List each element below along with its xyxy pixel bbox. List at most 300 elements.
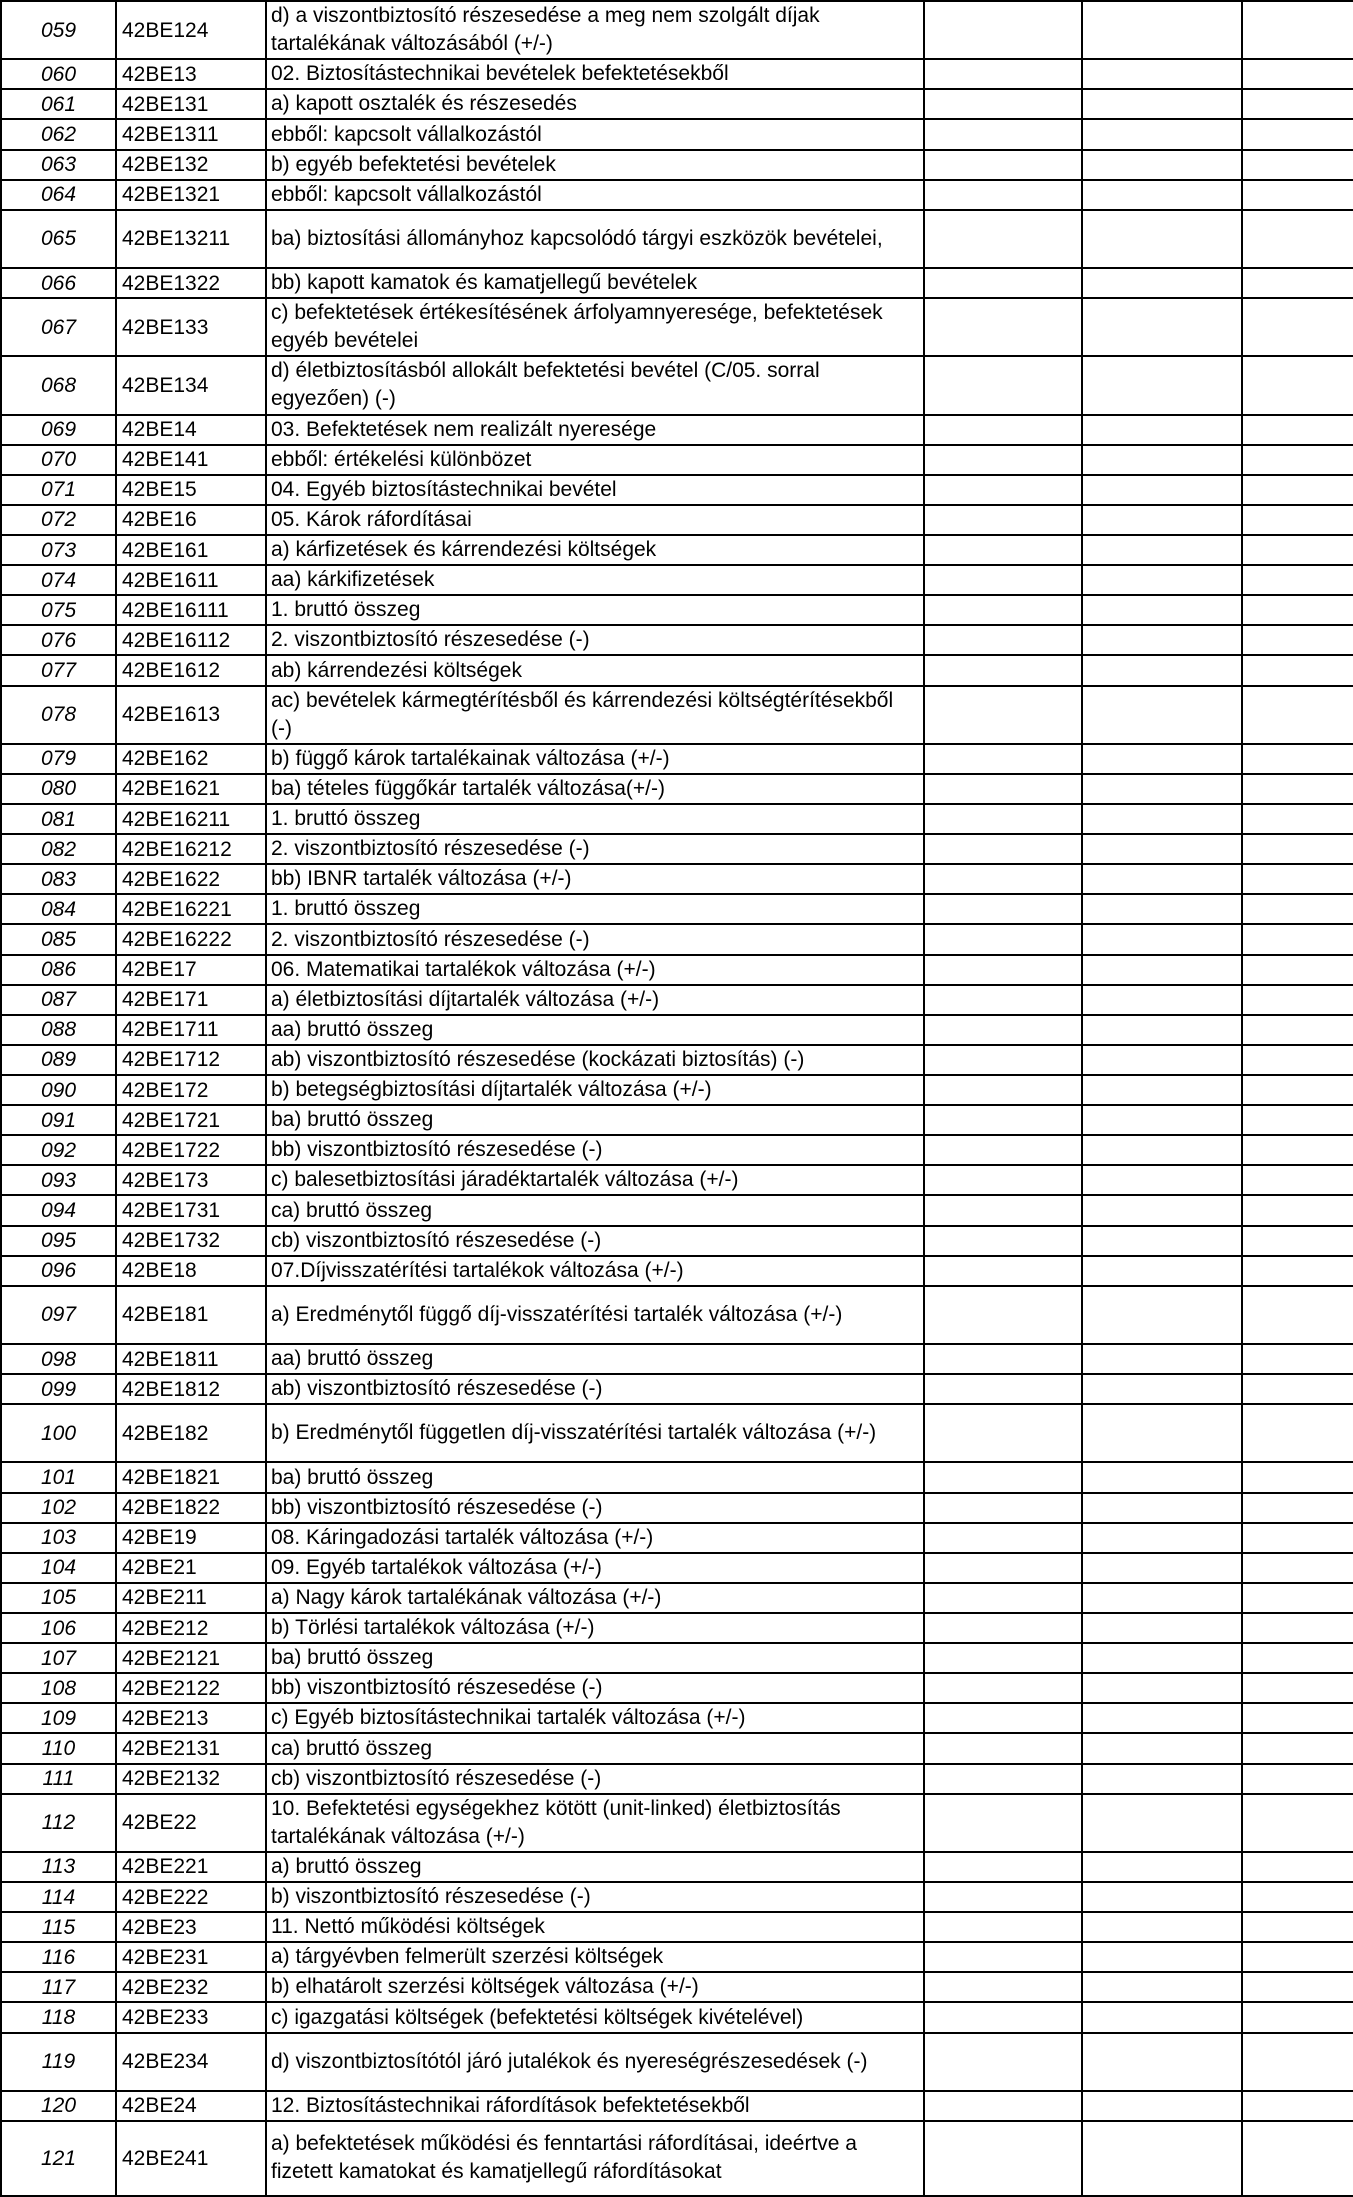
value-cell-2[interactable] [1082,535,1242,565]
value-cell-2[interactable] [1082,2121,1242,2196]
row-code-cell: 42BE2132 [116,1764,266,1794]
value-cell-1[interactable] [924,804,1082,834]
value-cell-1[interactable] [924,595,1082,625]
value-cell-3[interactable] [1242,1135,1353,1165]
row-description-cell: a) befektetések működési és fenntartási ráfordításai, ideértve a fizetett kamatokat és kamatjellegű ráfordításokat [266,2121,924,2196]
row-code-cell: 42BE1612 [116,655,266,685]
table-row [1,59,1353,89]
value-cell-3[interactable] [1242,1912,1353,1942]
row-number-cell: 084 [1,894,116,924]
row-description-cell: 1. bruttó összeg [266,894,924,924]
row-code-cell: 42BE182 [116,1404,266,1462]
row-code-cell: 42BE13211 [116,210,266,268]
row-code-cell: 42BE1812 [116,1374,266,1404]
value-cell-2[interactable] [1082,744,1242,774]
row-number-cell: 103 [1,1523,116,1553]
value-cell-3[interactable] [1242,1673,1353,1703]
row-code-cell: 42BE19 [116,1523,266,1553]
value-cell-3[interactable] [1242,2002,1353,2032]
row-code-cell: 42BE232 [116,1972,266,2002]
value-cell-3[interactable] [1242,1764,1353,1794]
value-cell-3[interactable] [1242,1972,1353,2002]
value-cell-2[interactable] [1082,834,1242,864]
row-number-cell: 092 [1,1135,116,1165]
value-cell-2[interactable] [1082,2033,1242,2091]
value-cell-1[interactable] [924,1135,1082,1165]
value-cell-1[interactable] [924,356,1082,414]
value-cell-1[interactable] [924,1015,1082,1045]
value-cell-1[interactable] [924,655,1082,685]
value-cell-3[interactable] [1242,210,1353,268]
value-cell-3[interactable] [1242,475,1353,505]
value-cell-2[interactable] [1082,475,1242,505]
row-number-cell: 086 [1,955,116,985]
value-cell-3[interactable] [1242,180,1353,210]
row-code-cell: 42BE173 [116,1165,266,1195]
value-cell-1[interactable] [924,1912,1082,1942]
value-cell-3[interactable] [1242,774,1353,804]
value-cell-2[interactable] [1082,864,1242,894]
table-row [1,625,1353,655]
value-cell-2[interactable] [1082,1673,1242,1703]
value-cell-1[interactable] [924,119,1082,149]
row-number-cell: 072 [1,505,116,535]
value-cell-3[interactable] [1242,1105,1353,1135]
value-cell-3[interactable] [1242,1,1353,59]
value-cell-3[interactable] [1242,2033,1353,2091]
row-number-cell: 090 [1,1075,116,1105]
value-cell-2[interactable] [1082,1374,1242,1404]
value-cell-1[interactable] [924,1045,1082,1075]
row-code-cell: 42BE24 [116,2091,266,2121]
value-cell-1[interactable] [924,1733,1082,1763]
row-code-cell: 42BE141 [116,445,266,475]
value-cell-1[interactable] [924,298,1082,356]
value-cell-3[interactable] [1242,864,1353,894]
value-cell-1[interactable] [924,686,1082,744]
value-cell-1[interactable] [924,955,1082,985]
value-cell-2[interactable] [1082,625,1242,655]
value-cell-1[interactable] [924,565,1082,595]
value-cell-2[interactable] [1082,268,1242,298]
value-cell-1[interactable] [924,1075,1082,1105]
row-number-cell: 105 [1,1583,116,1613]
value-cell-3[interactable] [1242,1613,1353,1643]
value-cell-1[interactable] [924,59,1082,89]
value-cell-3[interactable] [1242,150,1353,180]
value-cell-2[interactable] [1082,1613,1242,1643]
value-cell-1[interactable] [924,1852,1082,1882]
value-cell-2[interactable] [1082,210,1242,268]
value-cell-2[interactable] [1082,1733,1242,1763]
value-cell-1[interactable] [924,1673,1082,1703]
value-cell-3[interactable] [1242,1226,1353,1256]
value-cell-1[interactable] [924,924,1082,954]
value-cell-1[interactable] [924,1942,1082,1972]
value-cell-2[interactable] [1082,1852,1242,1882]
row-code-cell: 42BE221 [116,1852,266,1882]
row-number-cell: 080 [1,774,116,804]
row-number-cell: 116 [1,1942,116,1972]
value-cell-3[interactable] [1242,1015,1353,1045]
value-cell-1[interactable] [924,2033,1082,2091]
value-cell-1[interactable] [924,415,1082,445]
table-row [1,210,1353,268]
value-cell-2[interactable] [1082,89,1242,119]
row-code-cell: 42BE234 [116,2033,266,2091]
row-description-cell: 1. bruttó összeg [266,595,924,625]
value-cell-1[interactable] [924,1195,1082,1225]
value-cell-3[interactable] [1242,1942,1353,1972]
value-cell-3[interactable] [1242,1852,1353,1882]
value-cell-1[interactable] [924,985,1082,1015]
row-description-cell: 12. Biztosítástechnikai ráfordítások befektetésekből [266,2091,924,2121]
table-row [1,1643,1353,1673]
table-row [1,535,1353,565]
table-row [1,1673,1353,1703]
value-cell-3[interactable] [1242,268,1353,298]
table-row [1,1942,1353,1972]
value-cell-3[interactable] [1242,985,1353,1015]
table-row [1,2121,1353,2196]
value-cell-3[interactable] [1242,1404,1353,1462]
table-row [1,89,1353,119]
value-cell-2[interactable] [1082,686,1242,744]
table-row [1,985,1353,1015]
value-cell-1[interactable] [924,1523,1082,1553]
value-cell-2[interactable] [1082,1462,1242,1492]
value-cell-2[interactable] [1082,415,1242,445]
row-description-cell: 04. Egyéb biztosítástechnikai bevétel [266,475,924,505]
table-row [1,1733,1353,1763]
row-description-cell: 07.Díjvisszatérítési tartalékok változása (+/-) [266,1256,924,1286]
value-cell-2[interactable] [1082,150,1242,180]
value-cell-2[interactable] [1082,1583,1242,1613]
value-cell-1[interactable] [924,1,1082,59]
value-cell-3[interactable] [1242,356,1353,414]
row-description-cell: 2. viszontbiztosító részesedése (-) [266,924,924,954]
value-cell-3[interactable] [1242,1374,1353,1404]
row-number-cell: 099 [1,1374,116,1404]
row-description-cell: bb) IBNR tartalék változása (+/-) [266,864,924,894]
row-description-cell: 09. Egyéb tartalékok változása (+/-) [266,1553,924,1583]
table-row [1,2002,1353,2032]
row-code-cell: 42BE1622 [116,864,266,894]
value-cell-3[interactable] [1242,1286,1353,1344]
value-cell-2[interactable] [1082,1256,1242,1286]
value-cell-3[interactable] [1242,565,1353,595]
value-cell-2[interactable] [1082,1344,1242,1374]
value-cell-1[interactable] [924,1462,1082,1492]
row-number-cell: 063 [1,150,116,180]
value-cell-2[interactable] [1082,2002,1242,2032]
row-number-cell: 091 [1,1105,116,1135]
value-cell-1[interactable] [924,1794,1082,1852]
table-row [1,655,1353,685]
table-row [1,1374,1353,1404]
row-code-cell: 42BE222 [116,1882,266,1912]
value-cell-2[interactable] [1082,1764,1242,1794]
value-cell-1[interactable] [924,1703,1082,1733]
value-cell-3[interactable] [1242,1643,1353,1673]
value-cell-3[interactable] [1242,415,1353,445]
row-code-cell: 42BE231 [116,1942,266,1972]
value-cell-2[interactable] [1082,774,1242,804]
value-cell-1[interactable] [924,1256,1082,1286]
row-code-cell: 42BE213 [116,1703,266,1733]
value-cell-2[interactable] [1082,1165,1242,1195]
value-cell-1[interactable] [924,1404,1082,1462]
value-cell-3[interactable] [1242,595,1353,625]
value-cell-3[interactable] [1242,59,1353,89]
value-cell-3[interactable] [1242,834,1353,864]
value-cell-1[interactable] [924,1226,1082,1256]
value-cell-2[interactable] [1082,445,1242,475]
row-code-cell: 42BE16112 [116,625,266,655]
table-row [1,119,1353,149]
value-cell-2[interactable] [1082,1226,1242,1256]
value-cell-2[interactable] [1082,1135,1242,1165]
row-number-cell: 087 [1,985,116,1015]
row-description-cell: a) Eredménytől függő díj-visszatérítési tartalék változása (+/-) [266,1286,924,1344]
row-number-cell: 102 [1,1493,116,1523]
row-number-cell: 093 [1,1165,116,1195]
table-row [1,1794,1353,1852]
value-cell-2[interactable] [1082,1493,1242,1523]
table-row [1,1256,1353,1286]
value-cell-2[interactable] [1082,505,1242,535]
value-cell-2[interactable] [1082,1643,1242,1673]
row-number-cell: 088 [1,1015,116,1045]
value-cell-1[interactable] [924,1493,1082,1523]
value-cell-2[interactable] [1082,1286,1242,1344]
value-cell-2[interactable] [1082,1105,1242,1135]
value-cell-3[interactable] [1242,894,1353,924]
row-code-cell: 42BE16211 [116,804,266,834]
row-code-cell: 42BE1732 [116,1226,266,1256]
row-description-cell: ab) viszontbiztosító részesedése (-) [266,1374,924,1404]
value-cell-3[interactable] [1242,1344,1353,1374]
value-cell-1[interactable] [924,894,1082,924]
value-cell-3[interactable] [1242,924,1353,954]
value-cell-3[interactable] [1242,625,1353,655]
value-cell-2[interactable] [1082,955,1242,985]
value-cell-1[interactable] [924,505,1082,535]
value-cell-3[interactable] [1242,1703,1353,1733]
value-cell-3[interactable] [1242,1882,1353,1912]
value-cell-1[interactable] [924,834,1082,864]
row-description-cell: a) bruttó összeg [266,1852,924,1882]
row-code-cell: 42BE1721 [116,1105,266,1135]
value-cell-3[interactable] [1242,804,1353,834]
value-cell-1[interactable] [924,774,1082,804]
value-cell-2[interactable] [1082,655,1242,685]
value-cell-1[interactable] [924,1286,1082,1344]
value-cell-3[interactable] [1242,2091,1353,2121]
row-number-cell: 111 [1,1764,116,1794]
row-number-cell: 109 [1,1703,116,1733]
value-cell-3[interactable] [1242,686,1353,744]
table-row [1,1493,1353,1523]
value-cell-1[interactable] [924,150,1082,180]
table-row [1,955,1353,985]
row-description-cell: 11. Nettó működési költségek [266,1912,924,1942]
row-number-cell: 098 [1,1344,116,1374]
value-cell-2[interactable] [1082,1942,1242,1972]
value-cell-1[interactable] [924,625,1082,655]
table-row [1,1912,1353,1942]
row-code-cell: 42BE132 [116,150,266,180]
row-code-cell: 42BE2131 [116,1733,266,1763]
value-cell-2[interactable] [1082,1794,1242,1852]
value-cell-1[interactable] [924,1643,1082,1673]
row-number-cell: 078 [1,686,116,744]
value-cell-1[interactable] [924,180,1082,210]
value-cell-2[interactable] [1082,894,1242,924]
value-cell-3[interactable] [1242,1256,1353,1286]
value-cell-3[interactable] [1242,1165,1353,1195]
value-cell-2[interactable] [1082,565,1242,595]
value-cell-3[interactable] [1242,1075,1353,1105]
value-cell-3[interactable] [1242,955,1353,985]
row-number-cell: 061 [1,89,116,119]
value-cell-2[interactable] [1082,1015,1242,1045]
row-description-cell: aa) bruttó összeg [266,1344,924,1374]
row-code-cell: 42BE18 [116,1256,266,1286]
value-cell-2[interactable] [1082,1553,1242,1583]
row-description-cell: c) Egyéb biztosítástechnikai tartalék változása (+/-) [266,1703,924,1733]
value-cell-2[interactable] [1082,356,1242,414]
row-description-cell: ebből: kapcsolt vállalkozástól [266,119,924,149]
table-row [1,1583,1353,1613]
value-cell-2[interactable] [1082,924,1242,954]
row-description-cell: a) kárfizetések és kárrendezési költségek [266,535,924,565]
value-cell-1[interactable] [924,535,1082,565]
value-cell-1[interactable] [924,2121,1082,2196]
value-cell-3[interactable] [1242,1493,1353,1523]
value-cell-3[interactable] [1242,1583,1353,1613]
value-cell-2[interactable] [1082,1,1242,59]
value-cell-1[interactable] [924,445,1082,475]
row-number-cell: 067 [1,298,116,356]
value-cell-3[interactable] [1242,298,1353,356]
row-description-cell: bb) viszontbiztosító részesedése (-) [266,1135,924,1165]
value-cell-2[interactable] [1082,1882,1242,1912]
value-cell-3[interactable] [1242,655,1353,685]
value-cell-2[interactable] [1082,1075,1242,1105]
row-number-cell: 094 [1,1195,116,1225]
value-cell-2[interactable] [1082,59,1242,89]
table-row [1,505,1353,535]
value-cell-1[interactable] [924,1764,1082,1794]
row-number-cell: 120 [1,2091,116,2121]
row-code-cell: 42BE1621 [116,774,266,804]
row-code-cell: 42BE13 [116,59,266,89]
value-cell-3[interactable] [1242,1195,1353,1225]
value-cell-1[interactable] [924,1882,1082,1912]
value-cell-1[interactable] [924,1344,1082,1374]
value-cell-1[interactable] [924,1583,1082,1613]
row-number-cell: 114 [1,1882,116,1912]
table-row [1,834,1353,864]
value-cell-2[interactable] [1082,804,1242,834]
value-cell-2[interactable] [1082,119,1242,149]
row-number-cell: 121 [1,2121,116,2196]
value-cell-1[interactable] [924,475,1082,505]
row-description-cell: aa) kárkifizetések [266,565,924,595]
value-cell-3[interactable] [1242,445,1353,475]
row-number-cell: 070 [1,445,116,475]
row-description-cell: a) tárgyévben felmerült szerzési költségek [266,1942,924,1972]
row-code-cell: 42BE1822 [116,1493,266,1523]
value-cell-1[interactable] [924,864,1082,894]
value-cell-2[interactable] [1082,1972,1242,2002]
table-row [1,1882,1353,1912]
value-cell-3[interactable] [1242,1553,1353,1583]
value-cell-2[interactable] [1082,985,1242,1015]
row-code-cell: 42BE1712 [116,1045,266,1075]
value-cell-1[interactable] [924,1374,1082,1404]
table-row [1,2033,1353,2091]
value-cell-2[interactable] [1082,1523,1242,1553]
value-cell-1[interactable] [924,2002,1082,2032]
row-number-cell: 060 [1,59,116,89]
value-cell-1[interactable] [924,210,1082,268]
table-row [1,1286,1353,1344]
value-cell-3[interactable] [1242,505,1353,535]
table-row [1,1972,1353,2002]
value-cell-1[interactable] [924,268,1082,298]
value-cell-3[interactable] [1242,119,1353,149]
value-cell-2[interactable] [1082,1045,1242,1075]
value-cell-2[interactable] [1082,180,1242,210]
value-cell-3[interactable] [1242,1462,1353,1492]
value-cell-3[interactable] [1242,1045,1353,1075]
value-cell-1[interactable] [924,744,1082,774]
value-cell-2[interactable] [1082,298,1242,356]
value-cell-3[interactable] [1242,1523,1353,1553]
row-code-cell: 42BE16111 [116,595,266,625]
value-cell-2[interactable] [1082,2091,1242,2121]
row-code-cell: 42BE1321 [116,180,266,210]
value-cell-3[interactable] [1242,535,1353,565]
value-cell-1[interactable] [924,1613,1082,1643]
value-cell-2[interactable] [1082,595,1242,625]
value-cell-2[interactable] [1082,1703,1242,1733]
table-row [1,1553,1353,1583]
value-cell-1[interactable] [924,1972,1082,2002]
value-cell-2[interactable] [1082,1404,1242,1462]
table-row [1,1852,1353,1882]
row-description-cell: 08. Káringadozási tartalék változása (+/-) [266,1523,924,1553]
value-cell-3[interactable] [1242,1794,1353,1852]
value-cell-1[interactable] [924,1553,1082,1583]
value-cell-3[interactable] [1242,89,1353,119]
value-cell-3[interactable] [1242,1733,1353,1763]
value-cell-2[interactable] [1082,1912,1242,1942]
value-cell-1[interactable] [924,1105,1082,1135]
row-number-cell: 069 [1,415,116,445]
value-cell-1[interactable] [924,1165,1082,1195]
row-number-cell: 059 [1,1,116,59]
value-cell-2[interactable] [1082,1195,1242,1225]
row-description-cell: ac) bevételek kármegtérítésből és kárrendezési költségtérítésekből (-) [266,686,924,744]
value-cell-1[interactable] [924,2091,1082,2121]
value-cell-3[interactable] [1242,2121,1353,2196]
row-code-cell: 42BE171 [116,985,266,1015]
value-cell-3[interactable] [1242,744,1353,774]
value-cell-1[interactable] [924,89,1082,119]
